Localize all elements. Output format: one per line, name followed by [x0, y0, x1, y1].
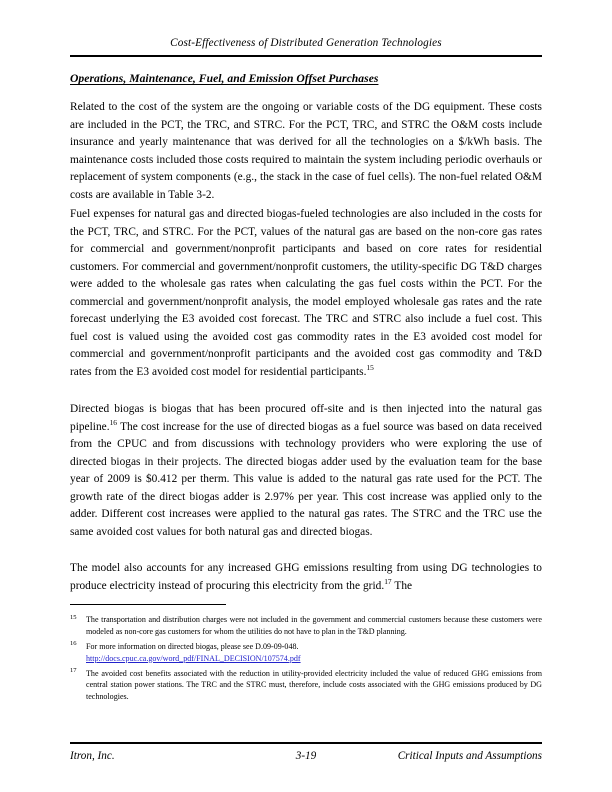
body-paragraph-1: Related to the cost of the system are the ongoing or variable costs of the DG equipment. These costs are included in the PCT, the TRC, and STRC. For the PCT, TRC, and STRC the O&M costs include insurance and yearly maintenance that was derived for all the technologies on a $/kWh basis. The maintenance costs included those costs required to maintain the system including periodic overhauls or replacement of system components (e.g., the stack in the case of fuel cells). The non-fuel related O&M costs are available in Table 3-2. — [70, 101, 542, 201]
body-paragraph-3-text-a: Directed biogas is biogas that has been procured off-site and is then injected into the natural gas pipeline. — [70, 403, 542, 433]
footnote-item — [70, 614, 542, 637]
footnote-ref-15[interactable]: 15 — [366, 363, 374, 373]
footer-page-number: 3-19 — [295, 750, 317, 762]
footnote-list — [70, 614, 542, 706]
footnote-text: The transportation and distribution charges were not included in the government and commercial customers because these customers were modeled as non-core gas customers for whom the utilities do not have to plan in the T&D planning. — [86, 615, 542, 636]
header-divider-rule — [70, 55, 542, 57]
footnote-hyperlink[interactable]: http://docs.cpuc.ca.gov/word_pdf/FINAL_DECISION/107574.pdf — [86, 653, 301, 663]
footer-divider-rule — [70, 742, 542, 744]
footnote-item — [70, 668, 542, 703]
body-paragraph-3 — [70, 401, 542, 541]
footnote-number: 17 — [70, 667, 77, 675]
footnote-number: 15 — [70, 613, 77, 621]
body-paragraph-2-text: Fuel expenses for natural gas and directed biogas-fueled technologies are also included in the costs for the PCT, TRC, and STRC. For the PCT, values of the natural gas are based on the non-core gas rates for commercial and government/nonprofit participants and based on core rates for residential customers. For commercial and government/nonprofit customers, the utility-specific DG T&D charges were added to the wholesale gas rates when calculating the gas fuel costs within the PCT. For the commercial and government/nonprofit analysis, the model employed wholesale gas rates and the rate forecast underlying the E3 avoided cost forecast. The TRC and STRC also include a fuel cost. This fuel cost is valued using the avoided cost gas commodity rates in the E3 avoided cost model for commercial and government/nonprofit participants and the avoided cost gas commodity and T&D rates from the E3 avoided cost model for residential participants. — [70, 208, 542, 378]
footnote-text: The avoided cost benefits associated with the reduction in utility-provided electricity included the value of reduced GHG emissions from central station power stations. The TRC and the STRC must, therefore, include costs associated with the GHG emissions produced by DG technologies. — [86, 668, 542, 701]
running-header-title: Cost-Effectiveness of Distributed Generation Technologies — [170, 37, 442, 49]
footnote-ref-16[interactable]: 16 — [109, 417, 117, 427]
body-paragraph-4-text-b: The — [391, 579, 413, 592]
page-footer — [70, 748, 542, 764]
footnote-text: For more information on directed biogas, please see D.09-09-048. — [86, 641, 299, 651]
footer-chapter-title: Critical Inputs and Assumptions — [397, 750, 542, 762]
footer-company-name: Itron, Inc. — [70, 750, 115, 762]
footnote-number: 16 — [70, 640, 77, 648]
body-paragraph-2 — [70, 206, 542, 381]
body-paragraph-3-text-b: The cost increase for the use of directed biogas as a fuel source was based on data received from the CPUC and from discussions with technology providers who were exploring the use of directed biogas in their projects. The directed biogas adder used by the evaluation team for the base year of 2009 is $0.412 per therm. This value is added to the natural gas rate used for the PCT. The growth rate of the direct biogas adder is 2.97% per year. This cost increase was applied only to the adder. Different cost increases were applied to the natural gas rates. The STRC and the TRC use the same avoided cost values for both natural gas and directed biogas. — [70, 420, 542, 538]
body-paragraph-4 — [70, 560, 542, 595]
footnote-item — [70, 641, 542, 665]
body-paragraph-4-text-a: The model also accounts for any increased GHG emissions resulting from using DG technologies to produce electricity instead of procuring this electricity from the grid. — [70, 562, 542, 592]
footnote-ref-17[interactable]: 17 — [384, 576, 392, 586]
footnote-separator-rule — [70, 604, 226, 605]
section-heading: Operations, Maintenance, Fuel, and Emission Offset Purchases — [70, 72, 379, 85]
